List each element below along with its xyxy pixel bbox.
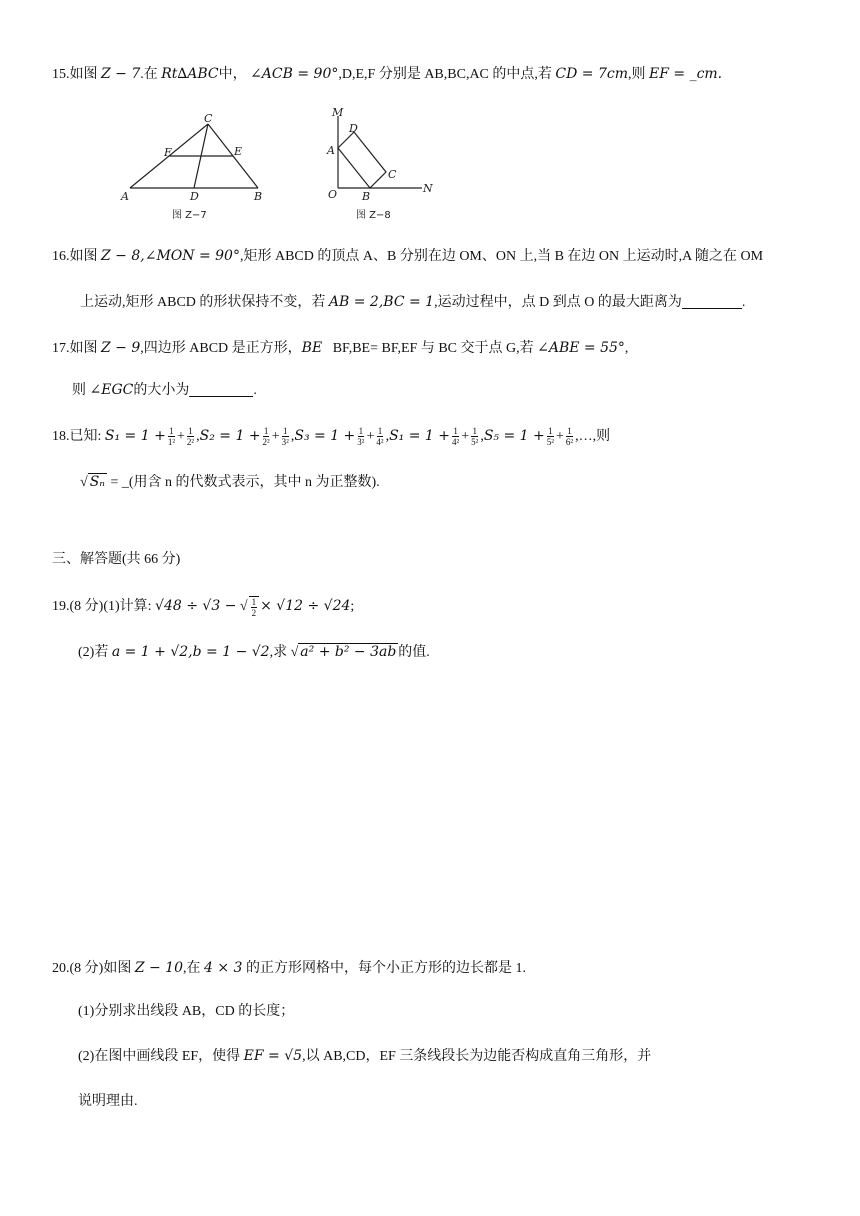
- text: 则: [72, 383, 86, 398]
- math: ∠EGC: [89, 382, 134, 398]
- text: 的正方形网格中，每个小正方形的边长都是 1.: [245, 961, 526, 976]
- question-number: 18.: [52, 429, 70, 444]
- question-17-line1: [52, 338, 628, 359]
- question-number: 16.: [52, 249, 70, 264]
- label-m: M: [332, 106, 344, 119]
- fraction: [375, 426, 384, 447]
- math: √48 ÷ √3 −: [155, 598, 237, 615]
- question-17-line2: [72, 380, 257, 401]
- denominator: 4²: [376, 437, 384, 448]
- text: (8 分)如图: [69, 961, 132, 976]
- text: +: [177, 429, 185, 444]
- fraction: [262, 426, 271, 447]
- question-number: 20.: [52, 961, 70, 976]
- text: ,: [624, 341, 629, 356]
- text: ,四边形 ABCD 是正方形，: [140, 341, 302, 356]
- fraction: [281, 426, 290, 447]
- rectangle-abcd: [338, 132, 386, 188]
- text: +: [461, 429, 470, 444]
- text: = _(用含 n 的代数式表示，其中 n 为正整数).: [106, 475, 380, 490]
- text: +: [555, 429, 564, 444]
- label-a: A: [327, 144, 335, 157]
- numerator: 1: [283, 426, 288, 437]
- text: (8 分)(1)计算:: [69, 599, 152, 615]
- text: (2)若: [78, 645, 109, 660]
- text: 如图: [69, 249, 98, 264]
- answer-blank[interactable]: [682, 293, 742, 309]
- numerator: 1: [377, 426, 383, 437]
- fraction: [451, 426, 460, 447]
- question-18-line1: [52, 426, 610, 447]
- question-20-line1: [52, 958, 526, 979]
- text: 上运动,矩形 ABCD 的形状保持不变，若: [80, 295, 326, 310]
- question-20-part3: 说明理由.: [78, 1094, 138, 1109]
- sqrt-symbol: √: [239, 599, 248, 615]
- text: ,D,E,F 分别是 AB,BC,AC 的中点,若: [338, 67, 552, 82]
- question-19-line1: [52, 596, 354, 618]
- label-o: O: [328, 188, 338, 201]
- math: S₁ = 1 +: [104, 428, 166, 444]
- math: S₃ = 1 +: [294, 428, 356, 444]
- numerator: 1: [263, 426, 269, 437]
- denominator: 6²: [565, 437, 574, 448]
- text: ;: [350, 599, 355, 615]
- math: Sₙ: [89, 474, 105, 490]
- text: .: [741, 295, 746, 310]
- text: (2)在图中画线段 EF，使得: [78, 1049, 241, 1064]
- denominator: 4²: [452, 437, 460, 448]
- math: S₅ = 1 +: [483, 428, 545, 444]
- section-heading: 三、解答题(共 66 分): [52, 552, 181, 567]
- question-number: 17.: [52, 341, 70, 356]
- math: a² + b² − 3ab: [300, 644, 397, 660]
- figure-z8: [322, 104, 442, 224]
- text: ,以 AB,CD，EF 三条线段长为边能否构成直角三角形，并: [302, 1049, 652, 1064]
- math: S₂ = 1 +: [199, 428, 261, 444]
- denominator: 5²: [471, 437, 479, 448]
- label-c: C: [388, 168, 397, 181]
- text: .: [253, 383, 257, 398]
- question-20-part1: (1)分别求出线段 AB，CD 的长度；: [78, 1004, 295, 1019]
- denominator: 2²: [186, 437, 195, 448]
- figure-caption: 图 Z−7: [172, 210, 207, 221]
- math: Rt∆ABC: [161, 66, 219, 82]
- question-number: 19.: [52, 599, 70, 615]
- question-18-line2: [80, 472, 380, 493]
- denominator: 2: [251, 608, 257, 618]
- answer-blank[interactable]: [189, 381, 253, 397]
- text: ,: [196, 429, 200, 444]
- math: Z − 10: [134, 960, 184, 976]
- math: Z − 7: [101, 66, 141, 82]
- denominator: 1²: [167, 437, 176, 448]
- text: ,: [290, 429, 295, 444]
- math: × √12 ÷ √24: [260, 598, 351, 615]
- text: +: [271, 429, 280, 444]
- fraction: [470, 426, 479, 447]
- fraction: [546, 426, 555, 447]
- question-16-line1: [52, 246, 763, 267]
- text: 如图: [69, 341, 98, 356]
- fraction: [249, 596, 260, 618]
- label-c: C: [204, 112, 213, 125]
- text: ,: [480, 429, 484, 444]
- text: BF,BE= BF,EF 与 BC 交于点 G,若: [332, 341, 534, 356]
- sqrt-symbol: √: [80, 475, 88, 490]
- numerator: 1: [169, 426, 174, 437]
- fraction: [565, 426, 574, 447]
- question-number: 15.: [52, 67, 70, 82]
- numerator: 1: [472, 426, 477, 437]
- text: ,运动过程中，点 D 到点 O 的最大距离为: [434, 295, 682, 310]
- math: S₁ = 1 +: [389, 428, 451, 444]
- label-f: F: [164, 146, 172, 159]
- text: ,求: [269, 645, 288, 660]
- text: 的值.: [398, 645, 430, 660]
- math: BE: [301, 340, 323, 356]
- text: ,在: [183, 961, 201, 976]
- numerator: 1: [188, 426, 193, 437]
- numerator: 1: [567, 426, 572, 437]
- text: 如图: [69, 67, 98, 82]
- numerator: 1: [548, 426, 553, 437]
- label-a: A: [121, 190, 129, 203]
- numerator: 1: [358, 426, 364, 437]
- text: ,: [385, 429, 390, 444]
- figure-caption: 图 Z−8: [356, 210, 391, 221]
- math: a = 1 + √2,b = 1 − √2: [111, 644, 270, 660]
- math: AB = 2,BC = 1: [328, 294, 435, 310]
- figure-z7: [118, 108, 278, 223]
- fraction: [167, 426, 176, 447]
- label-b: B: [254, 190, 263, 203]
- question-16-line2: [80, 292, 745, 313]
- text: 已知:: [69, 429, 102, 444]
- sqrt-symbol: √: [290, 645, 299, 660]
- text: .在: [140, 67, 158, 82]
- label-d: D: [349, 122, 358, 135]
- math: EF = _cm.: [649, 66, 723, 82]
- question-20-part2: [78, 1046, 651, 1067]
- denominator: 3²: [357, 437, 365, 448]
- text: ,…,则: [575, 429, 611, 444]
- text: 中，: [218, 67, 247, 82]
- math: ∠ABE = 55°: [537, 340, 625, 356]
- math: 4 × 3: [204, 960, 243, 976]
- denominator: 5²: [546, 437, 554, 448]
- math: Z − 9: [101, 340, 141, 356]
- label-n: N: [423, 182, 433, 195]
- denominator: 2²: [262, 437, 270, 448]
- question-15-line1: [52, 64, 722, 85]
- text: +: [366, 429, 375, 444]
- math: CD = 7cm: [555, 66, 628, 82]
- text: 的大小为: [133, 383, 190, 398]
- text: ,则: [628, 67, 646, 82]
- label-b: B: [362, 190, 371, 203]
- fraction: [186, 426, 195, 447]
- label-d: D: [190, 190, 199, 203]
- numerator: 1: [251, 597, 257, 607]
- math: EF = √5: [243, 1048, 303, 1064]
- question-19-line2: [78, 642, 430, 663]
- numerator: 1: [453, 426, 458, 437]
- denominator: 3²: [281, 437, 289, 448]
- math: ∠ACB = 90°: [250, 66, 339, 82]
- fraction: [356, 426, 365, 447]
- math: Z − 8,∠MON = 90°: [101, 248, 240, 264]
- label-e: E: [234, 145, 243, 158]
- text: ,矩形 ABCD 的顶点 A、B 分别在边 OM、ON 上,当 B 在边 ON 上运动时,A 随之在 OM: [239, 249, 764, 264]
